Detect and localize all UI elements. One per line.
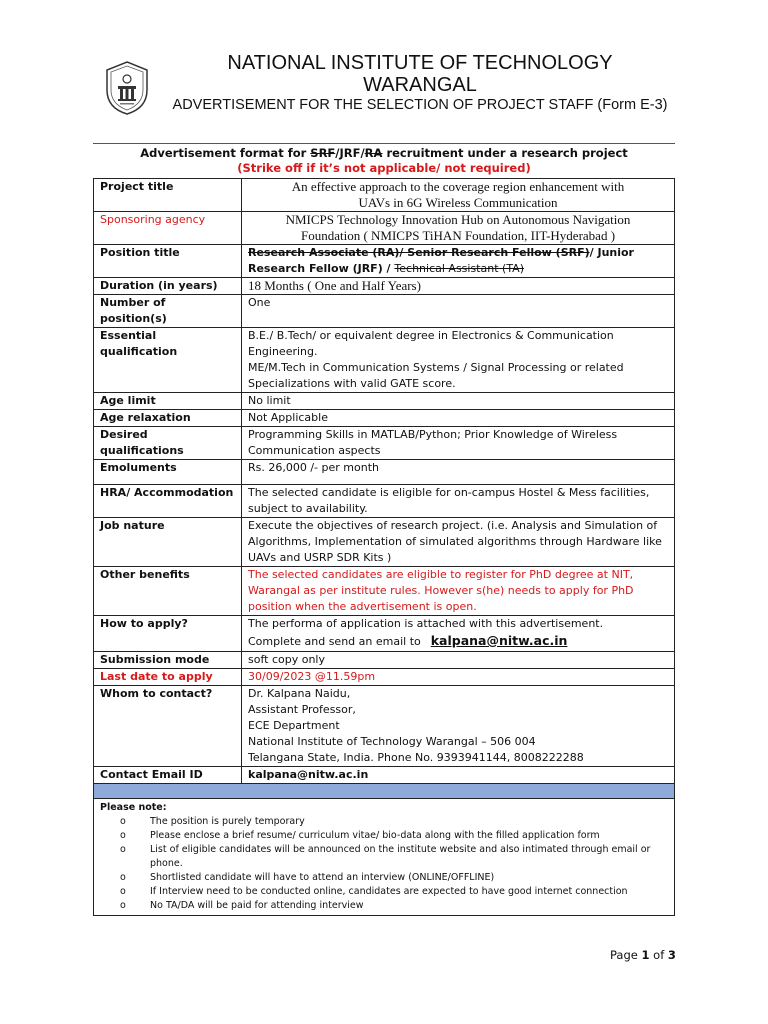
contact-value [242,686,675,767]
row-label: Desired qualifications [94,427,242,460]
essential-qualification-value [242,328,675,393]
job-nature-value: Execute the objectives of research project. (i.e. Analysis and Simulation of Algorithms, Implementation of simulated algorithms through Hardware like UAVs and USRP SDR Kits ) [242,518,675,567]
desired-qualifications-value: Programming Skills in MATLAB/Python; Prior Knowledge of Wireless Communication aspects [242,427,675,460]
hollow-circle-bullet-icon: o [120,900,126,911]
blue-separator-band [94,784,675,799]
project-title-line2: UAVs in 6G Wireless Communication [358,195,558,210]
row-label: Duration (in years) [94,278,242,295]
advertisement-subtitle: ADVERTISEMENT FOR THE SELECTION OF PROJECT STAFF (Form E-3) [172,97,668,113]
notes-cell [94,799,675,916]
note-text: No TA/DA will be paid for attending interview [150,900,364,911]
contact-designation: Assistant Professor, [248,703,356,716]
struck-ta: Technical Assistant (TA) [394,262,524,275]
format-heading-suffix: recruitment under a research project [382,146,628,160]
contact-department: ECE Department [248,719,340,732]
format-heading-prefix: Advertisement format for [140,146,311,160]
row-label: Number of position(s) [94,295,242,328]
table-row-emoluments [94,460,675,485]
total-pages: 3 [667,948,676,962]
row-label: Age limit [94,393,242,410]
strike-off-note: (Strike off if it’s not applicable/ not required) [237,161,531,175]
list-item [120,815,668,829]
submission-mode-value: soft copy only [242,652,675,669]
hra-value: The selected candidate is eligible for on-campus Hostel & Mess facilities, subject to availability. [242,485,675,518]
table-row-contact [94,686,675,767]
table-row-position-title [94,245,675,278]
table-row-positions [94,295,675,328]
list-item [120,871,668,885]
struck-srf: SRF [310,146,336,160]
format-heading [93,146,675,160]
emoluments-value: Rs. 26,000 /- per month [242,460,675,485]
sponsoring-agency-line2: Foundation ( NMICPS TiHAN Foundation, IIT-Hyderabad ) [300,228,616,243]
format-heading-jrf: /JRF/ [335,146,365,160]
project-title-value [242,179,675,212]
position-jrf: / Junior Research Fellow (JRF) / [248,246,634,275]
of-word: of [649,948,668,962]
note-text: Shortlisted candidate will have to attend an interview (ONLINE/OFFLINE) [150,872,495,883]
table-row-age-limit [94,393,675,410]
list-item [120,885,668,899]
row-label: Emoluments [94,460,242,485]
contact-name: Dr. Kalpana Naidu, [248,687,351,700]
how-to-apply-line2: Complete and send an email to [248,635,421,648]
list-item [120,899,668,913]
list-item [120,843,668,871]
table-row-essential-qualification [94,328,675,393]
header-divider [93,143,675,144]
sponsoring-agency-line1: NMICPS Technology Innovation Hub on Autonomous Navigation [285,212,631,227]
hollow-circle-bullet-icon: o [120,844,126,855]
other-benefits-value: The selected candidates are eligible to register for PhD degree at NIT, Warangal as per institute rules. However s(he) needs to apply for PhD position when the advertisement is open. [242,567,675,616]
current-page: 1 [641,948,650,962]
row-label: Essential qualification [94,328,242,393]
sponsoring-agency-value [242,212,675,245]
table-row-project-title [94,179,675,212]
list-item [120,829,668,843]
institute-name-line1: NATIONAL INSTITUTE OF TECHNOLOGY [227,52,613,74]
table-row-submission-mode [94,652,675,669]
hollow-circle-bullet-icon: o [120,816,126,827]
row-label: Job nature [94,518,242,567]
table-row-other-benefits [94,567,675,616]
row-label: Project title [94,179,242,212]
hollow-circle-bullet-icon: o [120,886,126,897]
struck-ra-srf: Research Associate (RA)/ Senior Research Fellow (SRF) [248,246,590,259]
row-label: Whom to contact? [94,686,242,767]
table-row-last-date [94,669,675,686]
essential-line2: ME/M.Tech in Communication Systems / Signal Processing or related Specializations with valid GATE score. [248,361,624,390]
table-row-job-nature [94,518,675,567]
position-title-value [242,245,675,278]
institute-name-line2: WARANGAL [363,74,477,96]
note-text: The position is purely temporary [150,816,305,827]
duration-value: 18 Months ( One and Half Years) [242,278,675,295]
note-text: If Interview need to be conducted online, candidates are expected to have good internet connection [150,886,628,897]
table-row-duration [94,278,675,295]
hollow-circle-bullet-icon: o [120,830,126,841]
apply-email-link[interactable]: kalpana@nitw.ac.in [430,633,568,648]
how-to-apply-value [242,616,675,652]
table-row-age-relaxation [94,410,675,427]
notes-list [100,815,668,913]
struck-ra: RA [364,146,383,160]
page-number [610,948,676,962]
essential-line1: B.E./ B.Tech/ or equivalent degree in Electronics & Communication Engineering. [248,329,614,358]
project-title-line1: An effective approach to the coverage region enhancement with [291,179,625,194]
row-label: Sponsoring agency [94,212,242,245]
row-label: Contact Email ID [94,767,242,784]
row-label: Last date to apply [94,669,242,686]
how-to-apply-line1: The performa of application is attached with this advertisement. [248,617,604,630]
nit-warangal-emblem-icon [103,60,151,116]
table-row-sponsoring-agency [94,212,675,245]
row-label: Submission mode [94,652,242,669]
age-limit-value: No limit [242,393,675,410]
advertisement-table [93,178,675,916]
row-label: HRA/ Accommodation [94,485,242,518]
positions-value: One [242,295,675,328]
hollow-circle-bullet-icon: o [120,872,126,883]
page-word: Page [610,948,642,962]
row-label: Position title [94,245,242,278]
table-row-how-to-apply [94,616,675,652]
note-text: List of eligible candidates will be announced on the institute website and also intimated through email or phone. [150,844,651,869]
contact-email-value[interactable]: kalpana@nitw.ac.in [242,767,675,784]
notes-title: Please note: [100,802,167,813]
row-label: How to apply? [94,616,242,652]
row-label: Other benefits [94,567,242,616]
contact-phone: Telangana State, India. Phone No. 9393941144, 8008222288 [248,751,584,764]
institute-name [160,52,680,96]
table-row-band [94,784,675,799]
row-label: Age relaxation [94,410,242,427]
table-row-notes [94,799,675,916]
contact-institute: National Institute of Technology Warangal – 506 004 [248,735,536,748]
age-relaxation-value: Not Applicable [242,410,675,427]
last-date-value: 30/09/2023 @11.59pm [242,669,675,686]
table-row-contact-email [94,767,675,784]
note-text: Please enclose a brief resume/ curriculum vitae/ bio-data along with the filled application form [150,830,600,841]
table-row-hra [94,485,675,518]
table-row-desired-qualifications [94,427,675,460]
